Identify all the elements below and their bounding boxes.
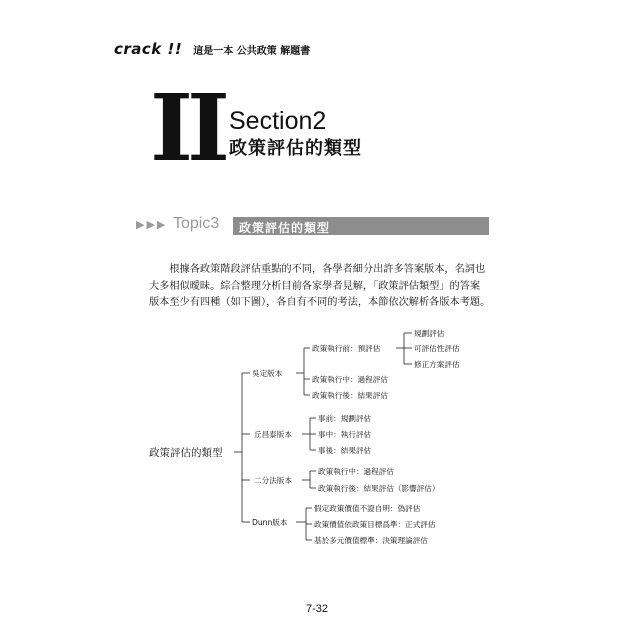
paragraph-line: 版本至少有四種（如下圖），各自有不同的考法，本節依次解析各版本考題。 (149, 297, 491, 308)
leaf-label: 事後：結果評估 (318, 446, 372, 455)
branch-label: Dunn版本 (252, 518, 288, 527)
leaf-label: 規劃評估 (414, 329, 445, 338)
leaf-label: 基於多元價值標準：決策理論評估 (314, 536, 428, 545)
branch-label: 二分法版本 (254, 476, 292, 485)
leaf-label: 事中：執行評估 (318, 430, 372, 439)
leaf-label: 可評估性評估 (414, 344, 460, 353)
leaf-label: 政策執行後：結果評估 (312, 391, 388, 400)
header-subtitle: 這是一本 公共政策 解題書 (193, 46, 311, 57)
book-logo: crack !! (114, 40, 183, 58)
leaf-label: 事前：規劃評估 (318, 414, 372, 423)
branch-label: 吳定版本 (252, 369, 283, 378)
leaf-label: 政策執行中：過程評估 (318, 467, 394, 476)
paragraph-line: 大多相似曖昧。綜合整理分析目前各家學者見解，「政策評估類型」的答案 (149, 280, 481, 292)
topic-title: 政策評估的類型 (239, 221, 331, 235)
section-number: Section2 (229, 107, 327, 135)
topic-number: Topic3 (173, 215, 220, 232)
page-number: 7-32 (306, 603, 329, 615)
section-roman-numeral: II (150, 74, 225, 182)
leaf-label: 政策執行後：結果評估（影響評估） (318, 484, 440, 493)
tree-root-label: 政策評估的類型 (149, 447, 223, 459)
paragraph-line: 根據各政策階段評估重點的不同，各學者細分出許多答案版本，名詞也 (149, 264, 486, 275)
section-title: 政策評估的類型 (229, 138, 362, 159)
branch-label: 丘昌泰版本 (254, 430, 292, 439)
topic-arrows-icon: ▶▶▶ (136, 218, 168, 231)
leaf-label: 政策執行前：預評估 (312, 344, 381, 353)
leaf-label: 假定政策價值不證自明：偽評估 (314, 504, 421, 513)
leaf-label: 政策價值依政策目標爲準：正式評估 (314, 520, 436, 529)
leaf-label: 政策執行中：過程評估 (312, 375, 388, 384)
leaf-label: 修正方案評估 (414, 360, 460, 369)
